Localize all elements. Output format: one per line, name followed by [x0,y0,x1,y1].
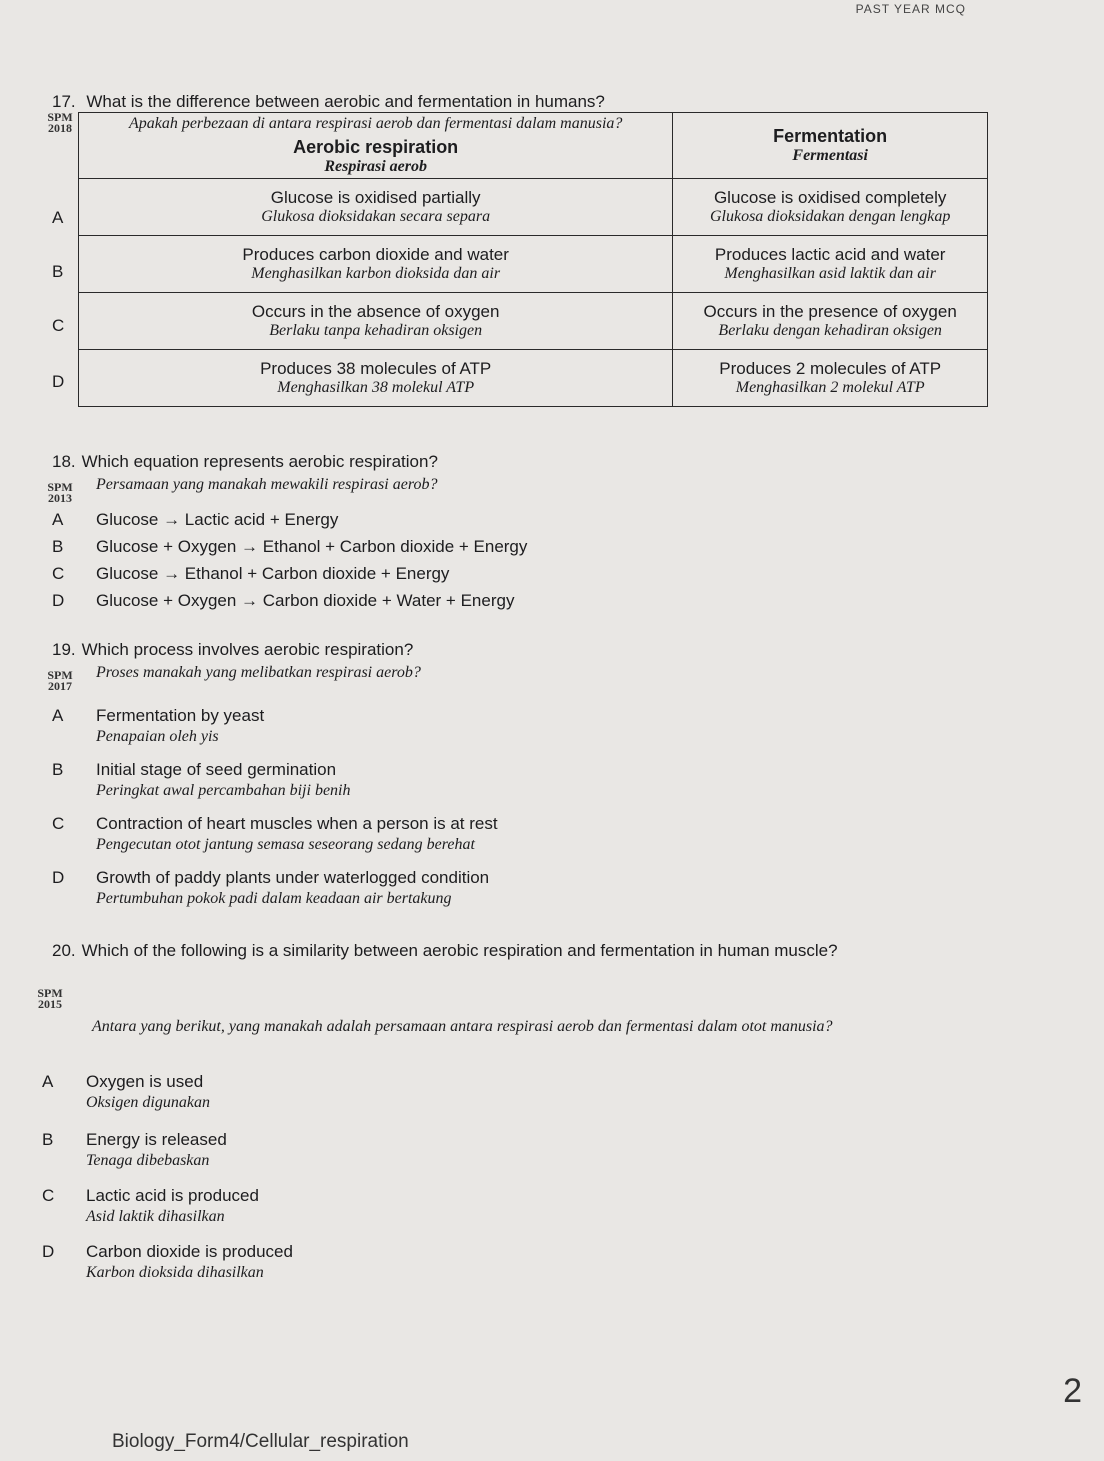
option-letter: D [52,372,65,391]
table-row [79,236,988,293]
column-header-fermentation: Fermentation Fermentasi [673,113,988,179]
question-number: 17. [52,92,76,111]
option-b[interactable]: B Glucose + Oxygen → Ethanol + Carbon dioxide + Energy [52,537,528,556]
question-20: 20. Which of the following is a similarity between aerobic respiration and fermentation in human muscle? [52,941,838,960]
table-row [79,179,988,236]
option-b[interactable]: B Energy is released Tenaga dibebaskan [42,1130,227,1169]
option-d[interactable]: D Carbon dioxide is produced Karbon dioksida dihasilkan [42,1242,293,1281]
question-18: 18. Which equation represents aerobic respiration? [52,452,438,471]
spm-year: 2018 [48,121,72,135]
question-stem: Which equation represents aerobic respiration? [81,452,438,471]
question-stem: Which process involves aerobic respiration? [81,640,414,659]
fermentation-cell: Occurs in the presence of oxygen Berlaku dengan kehadiran oksigen [673,293,988,350]
option-b[interactable]: B Initial stage of seed germination Peringkat awal percambahan biji benih [52,760,351,799]
question-stem-translation: Proses manakah yang melibatkan respirasi aerob? [96,664,421,681]
spm-text: SPM [47,110,73,124]
option-a[interactable]: A Glucose → Lactic acid + Energy [52,510,339,529]
aerobic-cell: Produces carbon dioxide and water Menghasilkan karbon dioksida dan air [79,236,673,293]
option-letter: C [52,316,65,335]
aerobic-cell: Glucose is oxidised partially Glukosa dioksidakan secara separa [79,179,673,236]
option-c[interactable]: C Contraction of heart muscles when a person is at rest Pengecutan otot jantung semasa seseorang sedang berehat [52,814,498,853]
column-header-aerobic: Apakah perbezaan di antara respirasi aerob dan fermentasi dalam manusia? Aerobic respiration Respirasi aerob [79,113,673,179]
question-stem: What is the difference between aerobic and fermentation in humans? [86,92,605,111]
table-row [79,293,988,350]
aerobic-cell: Produces 38 molecules of ATP Menghasilkan 38 molekul ATP [79,350,673,407]
option-d[interactable]: D Growth of paddy plants under waterlogged condition Pertumbuhan pokok padi dalam keadaan air bertakung [52,868,490,907]
option-a[interactable]: A Fermentation by yeast Penapaian oleh yis [52,706,265,745]
question-stem: Which of the following is a similarity between aerobic respiration and fermentation in human muscle? [81,941,838,960]
table-caption-translation: Apakah perbezaan di antara respirasi aerob dan fermentasi dalam manusia? [128,115,623,132]
option-c[interactable]: C Lactic acid is produced Asid laktik dihasilkan [42,1186,259,1225]
option-d[interactable]: D Glucose + Oxygen → Carbon dioxide + Water + Energy [52,591,515,610]
question-17 [52,92,1032,112]
option-c[interactable]: C Glucose → Ethanol + Carbon dioxide + Energy [52,564,450,583]
fermentation-cell: Glucose is oxidised completely Glukosa dioksidakan dengan lengkap [673,179,988,236]
header-tag: PAST YEAR MCQ [855,2,966,16]
footer-text: Biology_Form4/Cellular_respiration [112,1431,409,1452]
spm-label: SPM 2013 [47,480,73,505]
fermentation-cell: Produces lactic acid and water Menghasilkan asid laktik dan air [673,236,988,293]
aerobic-cell: Occurs in the absence of oxygen Berlaku tanpa kehadiran oksigen [79,293,673,350]
option-letter: A [52,208,64,227]
question-stem-translation: Persamaan yang manakah mewakili respirasi aerob? [96,476,438,493]
comparison-table [78,112,988,407]
table-row [79,350,988,407]
spm-label: SPM 2015 [37,986,63,1011]
option-a[interactable]: A Oxygen is used Oksigen digunakan [42,1072,210,1111]
question-19: 19. Which process involves aerobic respiration? [52,640,414,659]
option-letter: B [52,262,64,281]
page-number: 2 [1063,1372,1082,1410]
fermentation-cell: Produces 2 molecules of ATP Menghasilkan 2 molekul ATP [673,350,988,407]
spm-label: SPM 2017 [47,668,73,693]
spm-label [40,112,80,134]
question-stem-translation: Antara yang berikut, yang manakah adalah persamaan antara respirasi aerob dan fermentasi dalam otot manusia? [92,1018,833,1035]
